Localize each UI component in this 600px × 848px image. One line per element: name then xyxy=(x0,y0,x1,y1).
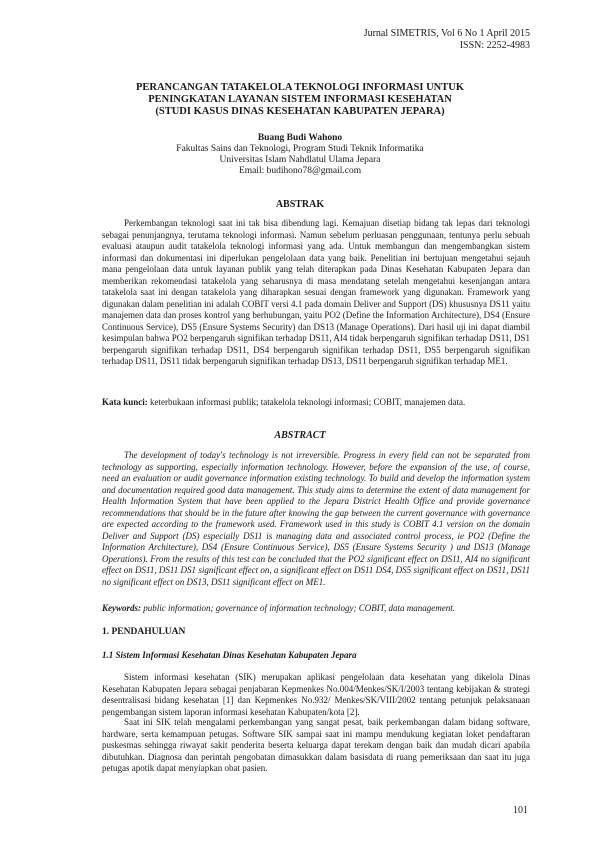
body-paragraph: Sistem informasi kesehatan (SIK) merupakan aplikasi pengelolaan data kesehatan yang dikelola Dinas Kesehatan Kabupaten Jepara sebagai penjabaran Kepmenkes No.004/Menkes/SK/I/2003 tentang kebijakan & strategi desentralisasi bidang kesehatan [1] dan Kepmenkes No.932/ Menkes/SK/VIII/2002 tentang petunjuk pelaksanaan pengembangan sistem laporan informasi kesehatan Kabupaten/kota [2]. xyxy=(102,672,530,717)
abstract-text: The development of today's technology is not irreversible. Progress in every field can not be separated from technology as supporting, especially information technology. However, before the expansion of the use, of course, need an evaluation or audit governance information existing technology. To build and develop the information system and documentation required good data management. This study aims to determine the extent of data management for Health Information System that have been applied to the Jepara District Health Office and provide governance recommendations that should be in the future after knowing the gap between the current governance with governance are expected according to the framework used. Framework used in this study is COBIT 4.1 version on the domain Deliver and Support (DS) especially DS11 is managing data and associated control process, ie PO2 (Define the Information Architecture), DS4 (Ensure Continuous Service), DS5 (Ensure Systems Security ) and DS13 (Manage Operations). From the results of this test can be concluded that the PO2 significant effect on DS11, AI4 no significant effect on DS11, DS11 DS1 significant effect on, a significant effect on DS11 DS4, DS5 significant effect on DS11, DS11 no significant effect on DS13, DS11 significant effect on ME1. xyxy=(102,450,530,587)
abstrak-heading: ABSTRAK xyxy=(275,199,325,210)
keywords-text: public information; governance of information technology; COBIT, data management. xyxy=(143,603,456,613)
title-line: (STUDI KASUS DINAS KESEHATAN KABUPATEN JEPARA) xyxy=(155,106,445,117)
keywords xyxy=(102,603,530,614)
kata-kunci xyxy=(102,397,530,408)
author-name: Buang Budi Wahono xyxy=(257,133,343,143)
author-affiliation: Fakultas Sains dan Teknologi, Program Studi Teknik Informatika xyxy=(176,144,424,154)
kata-kunci-label: Kata kunci: xyxy=(102,397,148,407)
author-email: Email: budihono78@gmail.com xyxy=(238,166,362,176)
body-paragraph: Saat ini SIK telah mengalami perkembangan yang sangat pesat, baik perkembangan dalam bidang software, hardware, serta kemampuan petugas. Software SIK sampai saat ini mampu mendukung kegiatan loket pendaftaran puskesmas sehingga riwayat sakit penderita beserta keluarga dapat terekam dengan baik dan mudah dicari apabila dibutuhkan. Diagnosa dan perintah pengobatan dimasukkan dalam basisdata di ruang pemeriksaan dan saat itu juga petugas apotik dapat menyiapkan obat pasien. xyxy=(102,717,530,773)
abstract-heading: ABSTRACT xyxy=(274,430,326,441)
paper-title xyxy=(80,82,520,118)
author-block xyxy=(80,133,520,177)
title-line: PENINGKATAN LAYANAN SISTEM INFORMASI KESEHATAN xyxy=(148,94,452,105)
page-number: 101 xyxy=(513,805,528,816)
subsection-heading: 1.1 Sistem Informasi Kesehatan Dinas Kesehatan Kabupaten Jepara xyxy=(102,650,357,660)
journal-name: Jurnal SIMETRIS, Vol 6 No 1 April 2015 xyxy=(363,28,530,39)
kata-kunci-text: keterbukaan informasi publik; tatakelola teknologi informasi; COBIT, manajemen data. xyxy=(150,397,466,407)
keywords-label: Keywords: xyxy=(102,603,141,613)
journal-issn: ISSN: 2252-4983 xyxy=(459,40,530,51)
journal-header xyxy=(364,28,530,52)
section-heading: 1. PENDAHULUAN xyxy=(102,627,186,637)
abstrak-text: Perkembangan teknologi saat ini tak bisa dibendung lagi. Kemajuan disetiap bidang tak lepas dari teknologi sebagai penunjangnya, terutama teknologi informasi. Namun sebelum perluasan penggunaan, tentunya perlu sebuah evaluasi ataupun audit tatakelola teknologi informasi yang ada. Untuk membangun dan mengembangkan sistem informasi dan dokumentasi ini diperlukan pengelolaan data yang baik. Penelitian ini bertujuan mengetahui sejauh mana pengelolaan data untuk layanan publik yang telah diterapkan pada Dinas Kesehatan Kabupaten Jepara dan memberikan rekomendasi tatakelola yang seharusnya di masa mendatang setelah mengetahui kesenjangan antara tatakelola saat ini dengan tatakelola yang diharapkan sesuai dengan framework yang digunakan. Framework yang digunakan dalam penelitian ini adalah COBIT versi 4.1 pada domain Deliver and Support (DS) khususnya DS11 yaitu manajemen data dan proses kontrol yang berhubungan, yaitu PO2 (Define the Information Architecture), DS4 (Ensure Continuous Service), DS5 (Ensure Systems Security) dan DS13 (Manage Operations). Dari hasil uji ini dapat diambil kesimpulan bahwa PO2 berpengaruh signifikan terhadap DS11, AI4 tidak berpengaruh signifikan terhadap DS11, DS1 berpengaruh signifikan terhadap DS11, DS4 berpengaruh signifikan terhadap DS11, DS5 berpengaruh signifikan terhadap DS11, DS11 tidak berpengaruh signifikan terhadap DS13, DS11 berpengaruh signifikan terhadap ME1. xyxy=(102,218,530,366)
title-line: PERANCANGAN TATAKELOLA TEKNOLOGI INFORMASI UNTUK xyxy=(135,82,465,93)
author-university: Universitas Islam Nahdlatul Ulama Jepara xyxy=(219,155,381,165)
